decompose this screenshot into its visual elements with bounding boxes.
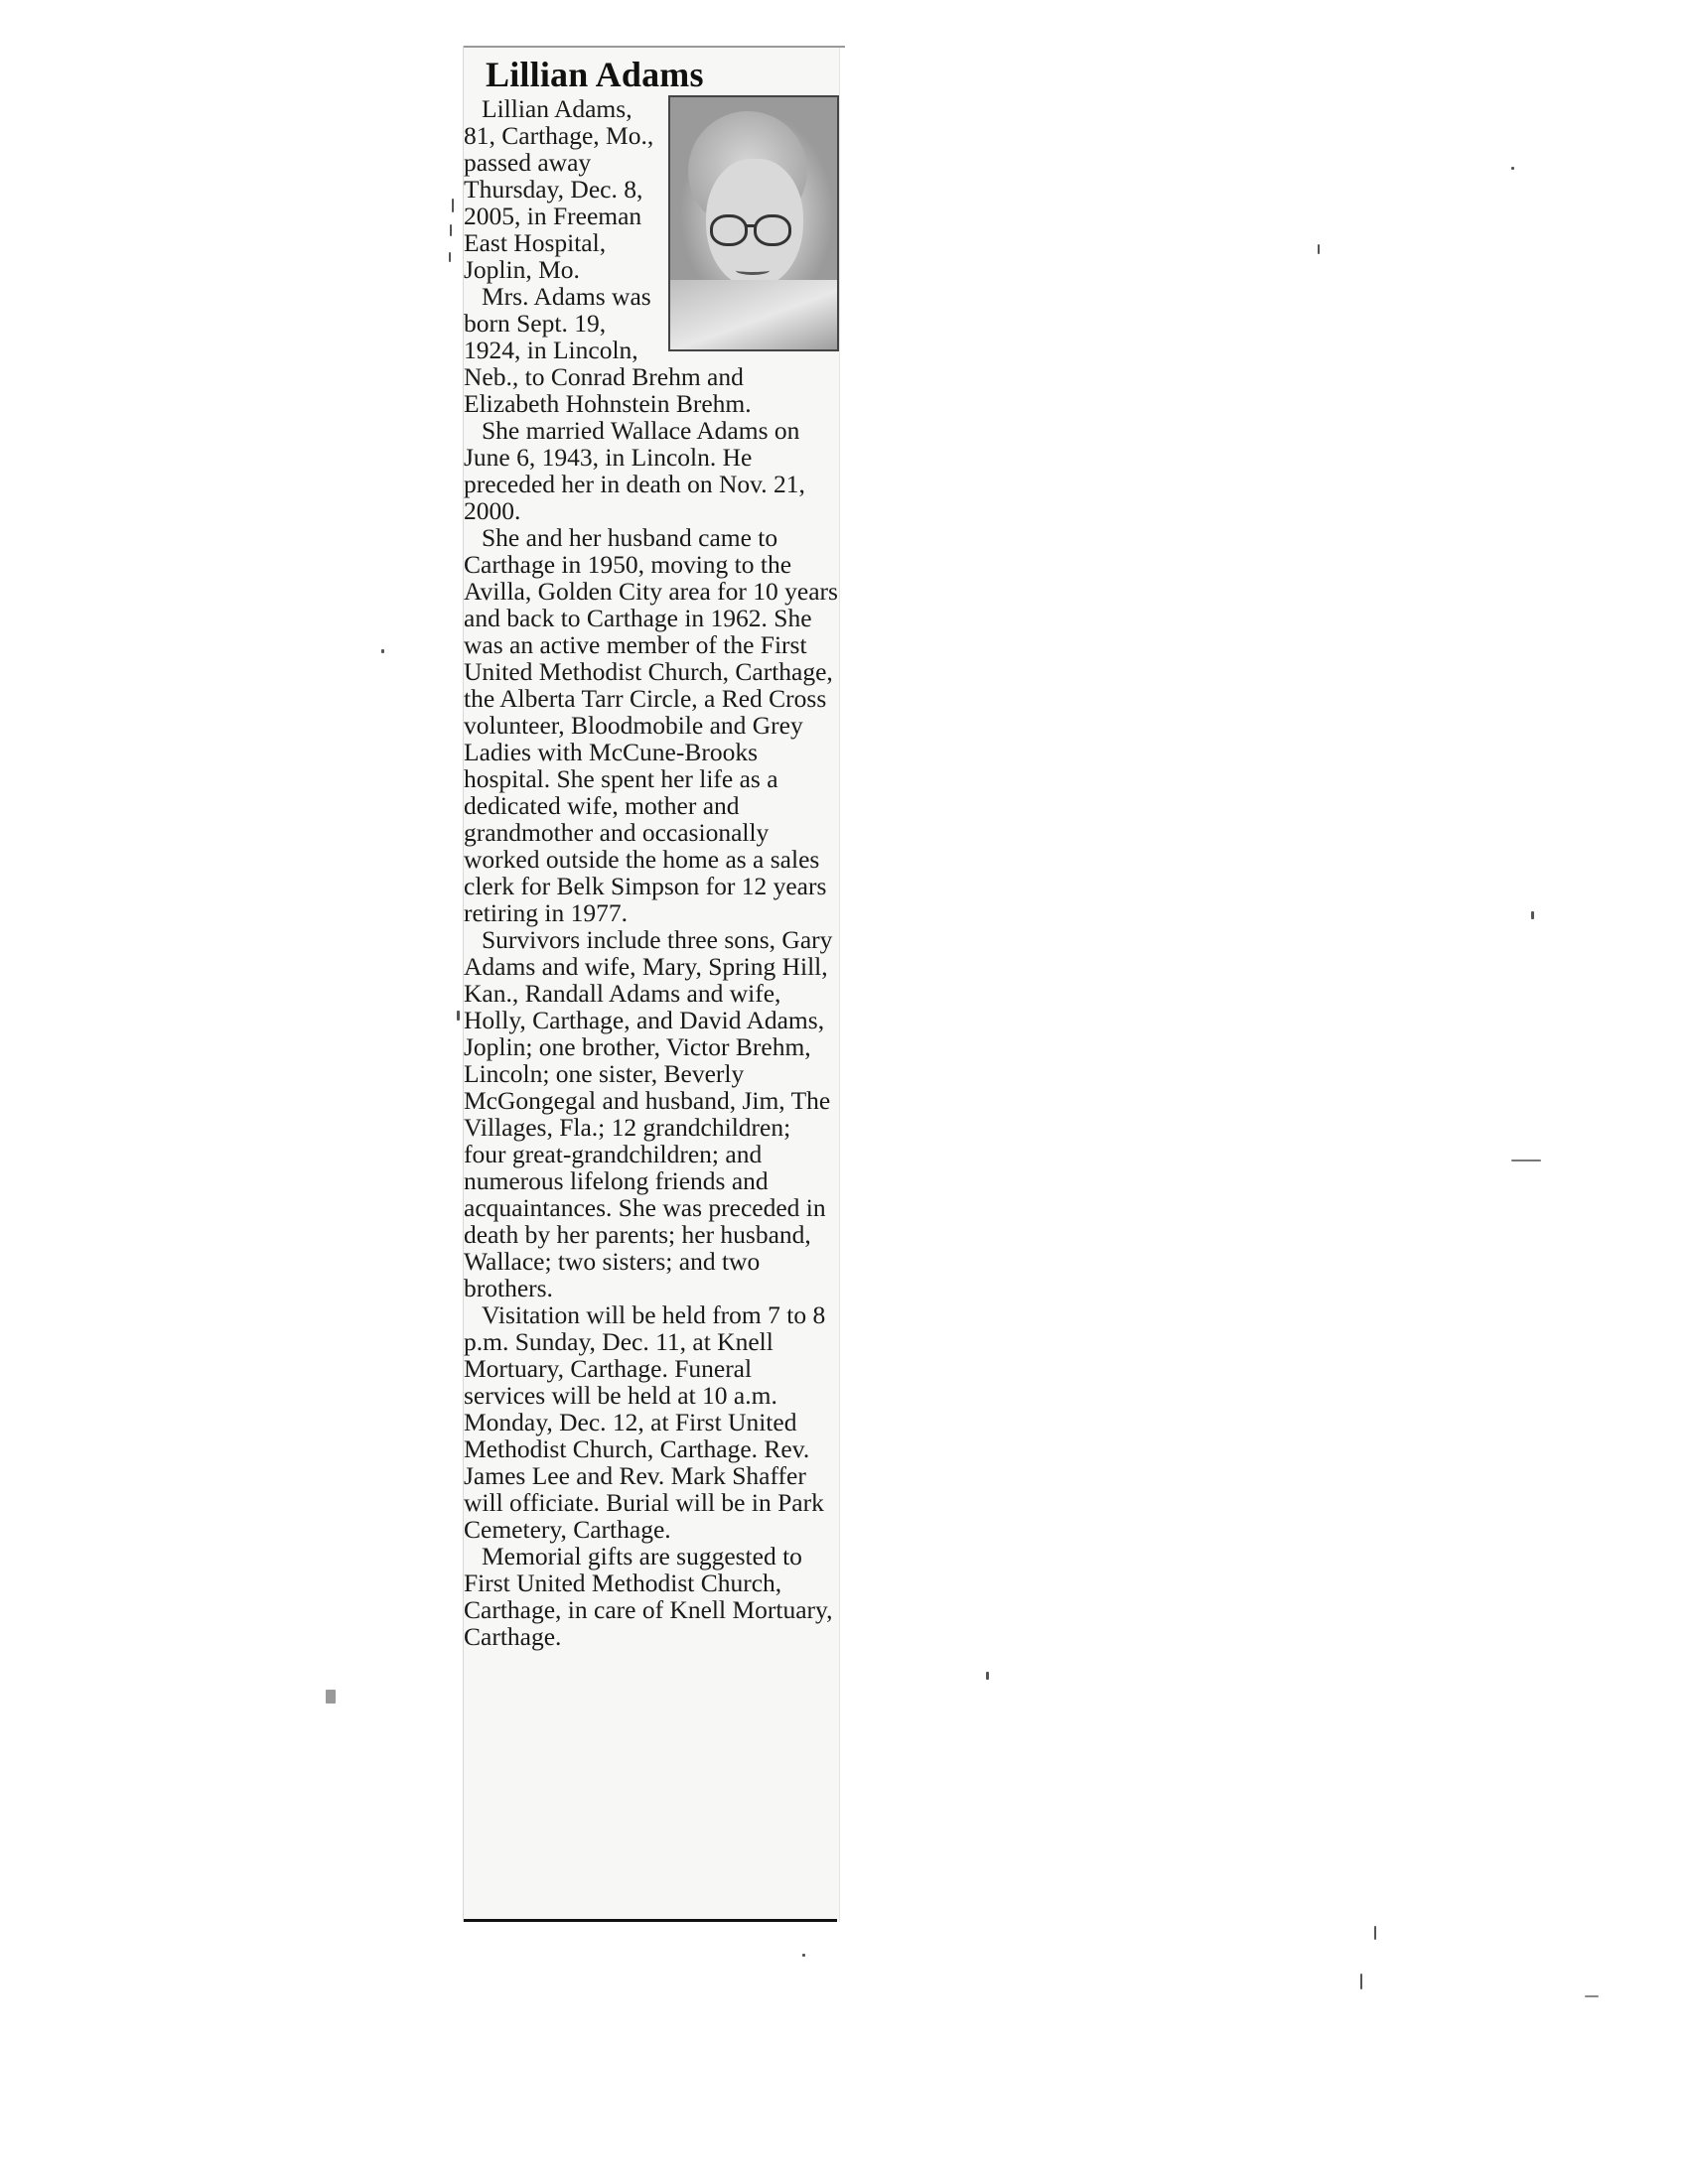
portrait-glasses-left bbox=[710, 214, 748, 246]
paragraph-birth: Mrs. Adams was born Sept. 19, 1924, in Lincoln, Neb., to Conrad Brehm and Elizabeth Hohnstein Brehm. bbox=[464, 282, 752, 418]
portrait-mouth bbox=[736, 266, 770, 275]
paragraph-life: She and her husband came to Carthage in 1950, moving to the Avilla, Golden City area for 10 years and back to Carthage in 1962. She was an active member of the First United Methodist Church, Carthage, the Alberta Tarr Circle, a Red Cross volunteer, Bloodmobile and Grey Ladies with McCune-Brooks hospital. She spent her life as a dedicated wife, mother and grandmother and occasionally worked outside the home as a sales clerk for Belk Simpson for 12 years retiring in 1977. bbox=[464, 523, 838, 927]
scan-speck bbox=[986, 1672, 989, 1680]
scan-speck bbox=[1585, 1995, 1599, 1997]
scan-speck bbox=[1360, 1974, 1362, 1989]
scan-speck bbox=[326, 1690, 336, 1704]
scan-speck bbox=[452, 199, 454, 212]
bottom-rule bbox=[464, 1919, 837, 1922]
obituary-body bbox=[464, 95, 839, 1650]
obituary-headline: Lillian Adams bbox=[486, 55, 704, 94]
paragraph-death-notice: Lillian Adams, 81, Carthage, Mo., passed away Thursday, Dec. 8, 2005, in Freeman East Hospital, Joplin, Mo. bbox=[464, 94, 654, 284]
scan-speck bbox=[457, 1011, 460, 1021]
scan-speck bbox=[449, 252, 451, 262]
top-rule bbox=[464, 46, 845, 48]
portrait-glasses-right bbox=[754, 214, 791, 246]
paragraph-memorials: Memorial gifts are suggested to First United Methodist Church, Carthage, in care of Knell Mortuary, Carthage. bbox=[464, 1542, 833, 1651]
scan-speck bbox=[1511, 1160, 1541, 1161]
scan-speck bbox=[1318, 244, 1320, 254]
paragraph-services: Visitation will be held from 7 to 8 p.m. Sunday, Dec. 11, at Knell Mortuary, Carthage. Funeral services will be held at 10 a.m. Monday, Dec. 12, at First United Methodist Church, Carthage. Rev. James Lee and Rev. Mark Shaffer will officiate. Burial will be in Park Cemetery, Carthage. bbox=[464, 1300, 826, 1544]
scan-speck bbox=[1531, 911, 1534, 919]
scan-speck bbox=[450, 224, 452, 236]
scan-speck bbox=[1511, 167, 1514, 170]
paragraph-survivors: Survivors include three sons, Gary Adams and wife, Mary, Spring Hill, Kan., Randall Adams and wife, Holly, Carthage, and David Adams, Joplin; one brother, Victor Brehm, Lincoln; one sister, Beverly McGongegal and husband, Jim, The Villages, Fla.; 12 grandchildren; four great-grandchildren; and numerous lifelong friends and acquaintances. She was preceded in death by her parents; her husband, Wallace; two sisters; and two brothers. bbox=[464, 925, 833, 1302]
scan-speck bbox=[1374, 1926, 1376, 1940]
portrait-collar bbox=[670, 280, 837, 349]
obituary-clipping bbox=[463, 46, 839, 1922]
scan-speck bbox=[381, 649, 384, 653]
portrait-glasses-bridge bbox=[746, 224, 756, 227]
portrait-photo bbox=[668, 95, 839, 351]
paragraph-marriage: She married Wallace Adams on June 6, 1943, in Lincoln. He preceded her in death on Nov. 21, 2000. bbox=[464, 416, 805, 525]
scan-speck bbox=[802, 1954, 805, 1957]
